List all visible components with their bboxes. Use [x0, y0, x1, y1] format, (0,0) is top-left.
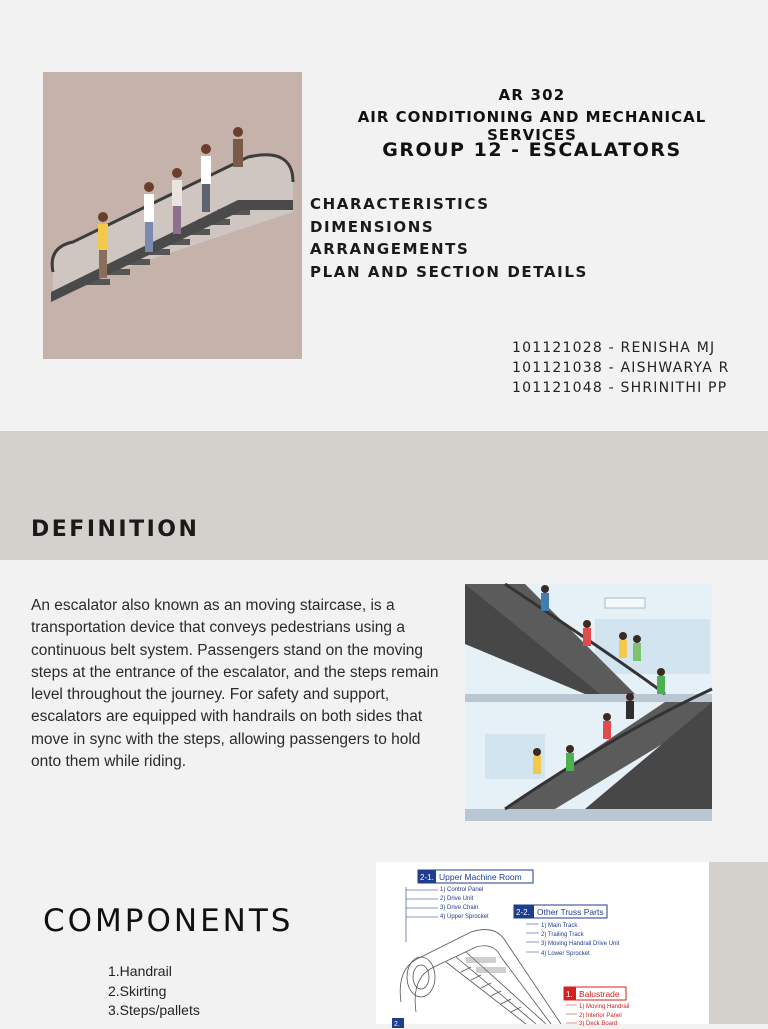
component-item: 3.Steps/pallets — [108, 1002, 200, 1018]
topic-item: CHARACTERISTICS — [310, 195, 490, 213]
components-diagram — [376, 862, 709, 1028]
truss-tag: 2-2. — [516, 908, 530, 917]
upper-room-part: 3) Drive Chain — [440, 905, 479, 911]
balustrade-tag: 1. — [566, 990, 573, 999]
course-name: AIR CONDITIONING AND MECHANICAL SERVICES — [357, 108, 707, 144]
components-title: COMPONENTS — [43, 903, 294, 939]
mall-escalator-svg — [465, 584, 712, 821]
balustrade-part: 2) Interior Panel — [579, 1013, 622, 1019]
escalator-illustration-svg — [43, 72, 302, 359]
upper-room-part: 2) Drive Unit — [440, 896, 474, 902]
upper-room-label: Upper Machine Room — [439, 872, 522, 882]
upper-room-part: 4) Upper Sprocket — [440, 914, 489, 920]
components-list — [108, 962, 200, 1021]
components-diagram-svg — [376, 862, 709, 1028]
component-item: 1.Handrail — [108, 963, 172, 979]
member-item: 101121048 - SHRINITHI PP — [512, 380, 728, 396]
topic-item: PLAN AND SECTION DETAILS — [310, 262, 588, 281]
escalator-illustration — [43, 72, 302, 359]
group-title: GROUP 12 - ESCALATORS — [382, 139, 682, 161]
definition-text: An escalator also known as an moving staircase, is a transportation device that conveys pedestrians using a continuous belt system. Passengers stand on the moving steps at the entrance of the escalator, and the steps remain level throughout the journey. For safety and support, escalators are equipped with handrails on both sides that move in sync with the steps, allowing passengers to hold onto them while riding. — [31, 597, 439, 771]
upper-room-part: 1) Control Panel — [440, 887, 484, 893]
side-strip — [709, 862, 768, 1024]
truss-label: Other Truss Parts — [537, 907, 604, 917]
lower-tag: 2. — [394, 1021, 400, 1028]
truss-part: 1) Main Track — [541, 923, 578, 929]
balustrade-label: Balustrade — [579, 989, 620, 999]
component-item: 2.Skirting — [108, 982, 167, 999]
member-item: 101121028 - RENISHA MJ — [512, 340, 716, 356]
definition-title: DEFINITION — [31, 517, 200, 542]
truss-part: 4) Lower Sprocket — [541, 951, 590, 957]
member-list — [512, 338, 730, 398]
topic-item: DIMENSIONS — [310, 217, 435, 236]
truss-part: 2) Trailing Track — [541, 932, 584, 938]
member-item: 101121038 - AISHWARYA R — [512, 360, 730, 376]
mall-escalator-illustration — [465, 584, 712, 821]
topic-item: ARRANGEMENTS — [310, 240, 470, 258]
balustrade-part: 3) Deck Board — [579, 1021, 618, 1027]
balustrade-part: 1) Moving Handrail — [579, 1004, 630, 1010]
topic-list — [310, 193, 588, 283]
truss-part: 3) Moving Handrail Drive Unit — [541, 941, 620, 947]
course-code: AR 302 — [498, 86, 566, 104]
upper-room-tag: 2-1. — [420, 873, 434, 882]
